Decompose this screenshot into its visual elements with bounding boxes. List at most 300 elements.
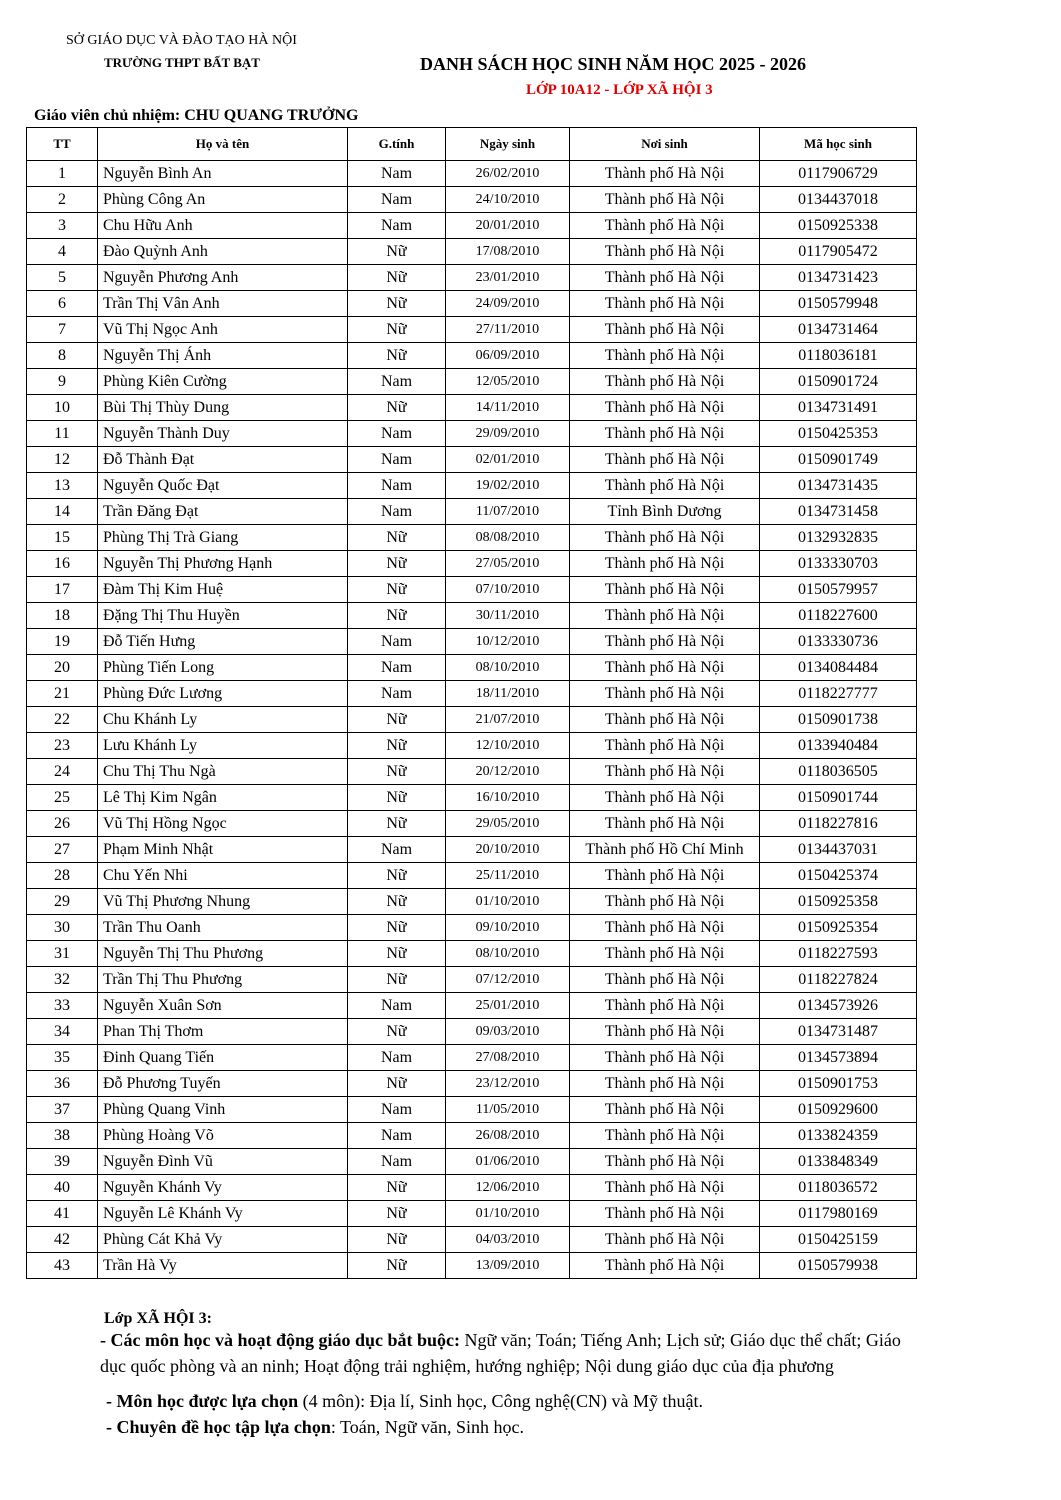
- column-header-gender: G.tính: [348, 128, 446, 161]
- student-id: 0117905472: [760, 239, 917, 265]
- student-id: 0150425353: [760, 421, 917, 447]
- birth-place: Thành phố Hà Nội: [570, 525, 760, 551]
- gender: Nữ: [348, 395, 446, 421]
- row-number: 15: [27, 525, 98, 551]
- table-row: [27, 343, 917, 369]
- row-number: 4: [27, 239, 98, 265]
- birth-place: Thành phố Hà Nội: [570, 1071, 760, 1097]
- row-number: 12: [27, 447, 98, 473]
- table-row: [27, 1045, 917, 1071]
- gender: Nữ: [348, 265, 446, 291]
- birth-date: 06/09/2010: [446, 343, 570, 369]
- student-name: Trần Thị Thu Phương: [98, 967, 348, 993]
- gender: Nữ: [348, 577, 446, 603]
- birth-place: Tỉnh Bình Dương: [570, 499, 760, 525]
- student-name: Vũ Thị Ngọc Anh: [98, 317, 348, 343]
- column-header-student-id: Mã học sinh: [760, 128, 917, 161]
- school-name: TRƯỜNG THPT BẤT BẠT: [104, 55, 260, 70]
- student-name: Nguyễn Đình Vũ: [98, 1149, 348, 1175]
- birth-date: 02/01/2010: [446, 447, 570, 473]
- birth-place: Thành phố Hà Nội: [570, 915, 760, 941]
- birth-place: Thành phố Hà Nội: [570, 265, 760, 291]
- birth-place: Thành phố Hà Nội: [570, 395, 760, 421]
- birth-date: 26/02/2010: [446, 161, 570, 187]
- student-name: Phùng Đức Lương: [98, 681, 348, 707]
- row-number: 37: [27, 1097, 98, 1123]
- birth-date: 27/05/2010: [446, 551, 570, 577]
- row-number: 23: [27, 733, 98, 759]
- birth-place: Thành phố Hà Nội: [570, 1201, 760, 1227]
- table-row: [27, 1123, 917, 1149]
- gender: Nữ: [348, 291, 446, 317]
- student-id: 0150901749: [760, 447, 917, 473]
- student-name: Lê Thị Kim Ngân: [98, 785, 348, 811]
- mandatory-text: Ngữ văn; Toán; Tiếng Anh; Lịch sử; Giáo dục thể chất; Giáo dục quốc phòng và an ninh; Hoạt động trải nghiệm, hướng nghiệp; Nội dung giáo dục của địa phương: [100, 1330, 901, 1376]
- row-number: 31: [27, 941, 98, 967]
- gender: Nữ: [348, 1175, 446, 1201]
- gender: Nam: [348, 1097, 446, 1123]
- student-id: 0134437031: [760, 837, 917, 863]
- student-id: 0118036572: [760, 1175, 917, 1201]
- gender: Nữ: [348, 707, 446, 733]
- table-row: [27, 369, 917, 395]
- student-id: 0150425159: [760, 1227, 917, 1253]
- birth-date: 23/01/2010: [446, 265, 570, 291]
- student-name: Phùng Quang Vinh: [98, 1097, 348, 1123]
- gender: Nữ: [348, 785, 446, 811]
- birth-date: 25/01/2010: [446, 993, 570, 1019]
- table-row: [27, 213, 917, 239]
- row-number: 2: [27, 187, 98, 213]
- student-name: Phạm Minh Nhật: [98, 837, 348, 863]
- student-id: 0150901744: [760, 785, 917, 811]
- gender: Nữ: [348, 941, 446, 967]
- column-header-birthplace: Nơi sinh: [570, 128, 760, 161]
- row-number: 40: [27, 1175, 98, 1201]
- birth-place: Thành phố Hà Nội: [570, 811, 760, 837]
- gender: Nam: [348, 187, 446, 213]
- table-row: [27, 551, 917, 577]
- student-id: 0134731458: [760, 499, 917, 525]
- row-number: 34: [27, 1019, 98, 1045]
- student-id: 0118227600: [760, 603, 917, 629]
- gender: Nữ: [348, 343, 446, 369]
- student-id: 0134573926: [760, 993, 917, 1019]
- birth-date: 20/01/2010: [446, 213, 570, 239]
- student-id: 0134731487: [760, 1019, 917, 1045]
- student-name: Đỗ Phương Tuyến: [98, 1071, 348, 1097]
- student-name: Đỗ Thành Đạt: [98, 447, 348, 473]
- student-name: Đỗ Tiến Hưng: [98, 629, 348, 655]
- birth-date: 07/12/2010: [446, 967, 570, 993]
- birth-date: 12/05/2010: [446, 369, 570, 395]
- birth-place: Thành phố Hà Nội: [570, 603, 760, 629]
- table-row: [27, 395, 917, 421]
- student-id: 0150925354: [760, 915, 917, 941]
- birth-date: 11/05/2010: [446, 1097, 570, 1123]
- student-id: 0150579948: [760, 291, 917, 317]
- row-number: 32: [27, 967, 98, 993]
- student-name: Đinh Quang Tiến: [98, 1045, 348, 1071]
- student-id: 0118227777: [760, 681, 917, 707]
- row-number: 24: [27, 759, 98, 785]
- birth-place: Thành phố Hà Nội: [570, 863, 760, 889]
- row-number: 9: [27, 369, 98, 395]
- birth-date: 24/10/2010: [446, 187, 570, 213]
- birth-date: 01/10/2010: [446, 889, 570, 915]
- notes-mandatory-subjects: [100, 1327, 920, 1389]
- birth-place: Thành phố Hà Nội: [570, 629, 760, 655]
- table-row: [27, 1227, 917, 1253]
- gender: Nam: [348, 1045, 446, 1071]
- table-row: [27, 1175, 917, 1201]
- student-name: Chu Thị Thu Ngà: [98, 759, 348, 785]
- student-id: 0134437018: [760, 187, 917, 213]
- student-name: Phùng Tiến Long: [98, 655, 348, 681]
- row-number: 27: [27, 837, 98, 863]
- birth-date: 30/11/2010: [446, 603, 570, 629]
- birth-place: Thành phố Hà Nội: [570, 655, 760, 681]
- table-row: [27, 577, 917, 603]
- table-row: [27, 473, 917, 499]
- student-name: Lưu Khánh Ly: [98, 733, 348, 759]
- birth-date: 01/06/2010: [446, 1149, 570, 1175]
- gender: Nam: [348, 629, 446, 655]
- gender: Nữ: [348, 863, 446, 889]
- department-name: SỞ GIÁO DỤC VÀ ĐÀO TẠO HÀ NỘI: [66, 33, 297, 48]
- row-number: 5: [27, 265, 98, 291]
- student-name: Nguyễn Thành Duy: [98, 421, 348, 447]
- row-number: 43: [27, 1253, 98, 1279]
- birth-place: Thành phố Hà Nội: [570, 421, 760, 447]
- table-row: [27, 707, 917, 733]
- class-subtitle: LỚP 10A12 - LỚP XÃ HỘI 3: [526, 82, 713, 98]
- elective-text: (4 môn): Địa lí, Sinh học, Công nghệ(CN) và Mỹ thuật.: [298, 1391, 704, 1411]
- table-row: [27, 161, 917, 187]
- birth-place: Thành phố Hà Nội: [570, 213, 760, 239]
- table-row: [27, 317, 917, 343]
- student-id: 0133848349: [760, 1149, 917, 1175]
- table-row: [27, 1097, 917, 1123]
- student-name: Đàm Thị Kim Huệ: [98, 577, 348, 603]
- birth-date: 12/10/2010: [446, 733, 570, 759]
- student-id: 0134573894: [760, 1045, 917, 1071]
- birth-place: Thành phố Hà Nội: [570, 1019, 760, 1045]
- student-id: 0134731491: [760, 395, 917, 421]
- student-name: Trần Thu Oanh: [98, 915, 348, 941]
- gender: Nam: [348, 993, 446, 1019]
- birth-date: 11/07/2010: [446, 499, 570, 525]
- birth-place: Thành phố Hà Nội: [570, 1149, 760, 1175]
- student-id: 0150425374: [760, 863, 917, 889]
- table-row: [27, 811, 917, 837]
- gender: Nữ: [348, 759, 446, 785]
- column-header-name: Họ và tên: [98, 128, 348, 161]
- student-id: 0118227824: [760, 967, 917, 993]
- topics-text: : Toán, Ngữ văn, Sinh học.: [330, 1417, 524, 1437]
- birth-date: 27/08/2010: [446, 1045, 570, 1071]
- table-row: [27, 239, 917, 265]
- student-name: Đặng Thị Thu Huyền: [98, 603, 348, 629]
- column-header-tt: TT: [27, 128, 98, 161]
- row-number: 26: [27, 811, 98, 837]
- birth-date: 16/10/2010: [446, 785, 570, 811]
- birth-place: Thành phố Hà Nội: [570, 369, 760, 395]
- table-row: [27, 863, 917, 889]
- page-title: DANH SÁCH HỌC SINH NĂM HỌC 2025 - 2026: [420, 54, 807, 74]
- gender: Nam: [348, 369, 446, 395]
- student-name: Phùng Cát Khả Vy: [98, 1227, 348, 1253]
- row-number: 3: [27, 213, 98, 239]
- birth-place: Thành phố Hà Nội: [570, 1175, 760, 1201]
- student-id: 0150929600: [760, 1097, 917, 1123]
- birth-date: 17/08/2010: [446, 239, 570, 265]
- birth-place: Thành phố Hồ Chí Minh: [570, 837, 760, 863]
- birth-place: Thành phố Hà Nội: [570, 447, 760, 473]
- student-name: Nguyễn Thị Phương Hạnh: [98, 551, 348, 577]
- gender: Nữ: [348, 551, 446, 577]
- student-name: Trần Đăng Đạt: [98, 499, 348, 525]
- student-name: Trần Thị Vân Anh: [98, 291, 348, 317]
- notes-study-topics: [106, 1417, 524, 1438]
- student-id: 0117980169: [760, 1201, 917, 1227]
- birth-date: 09/10/2010: [446, 915, 570, 941]
- student-id: 0150901738: [760, 707, 917, 733]
- birth-date: 20/10/2010: [446, 837, 570, 863]
- row-number: 42: [27, 1227, 98, 1253]
- student-name: Nguyễn Xuân Sơn: [98, 993, 348, 1019]
- row-number: 17: [27, 577, 98, 603]
- student-table: [26, 127, 917, 1279]
- birth-date: 10/12/2010: [446, 629, 570, 655]
- table-row: [27, 837, 917, 863]
- gender: Nữ: [348, 733, 446, 759]
- birth-date: 08/08/2010: [446, 525, 570, 551]
- row-number: 11: [27, 421, 98, 447]
- birth-place: Thành phố Hà Nội: [570, 707, 760, 733]
- student-name: Nguyễn Phương Anh: [98, 265, 348, 291]
- table-row: [27, 499, 917, 525]
- row-number: 38: [27, 1123, 98, 1149]
- birth-place: Thành phố Hà Nội: [570, 161, 760, 187]
- birth-place: Thành phố Hà Nội: [570, 291, 760, 317]
- table-row: [27, 1149, 917, 1175]
- birth-date: 19/02/2010: [446, 473, 570, 499]
- table-row: [27, 1071, 917, 1097]
- table-row: [27, 889, 917, 915]
- student-id: 0134731423: [760, 265, 917, 291]
- table-row: [27, 1201, 917, 1227]
- gender: Nữ: [348, 1019, 446, 1045]
- table-row: [27, 941, 917, 967]
- row-number: 25: [27, 785, 98, 811]
- birth-date: 21/07/2010: [446, 707, 570, 733]
- birth-date: 09/03/2010: [446, 1019, 570, 1045]
- row-number: 28: [27, 863, 98, 889]
- birth-date: 08/10/2010: [446, 941, 570, 967]
- notes-elective-subjects: [106, 1391, 703, 1412]
- gender: Nữ: [348, 317, 446, 343]
- birth-date: 20/12/2010: [446, 759, 570, 785]
- gender: Nữ: [348, 811, 446, 837]
- gender: Nam: [348, 161, 446, 187]
- gender: Nữ: [348, 967, 446, 993]
- gender: Nữ: [348, 889, 446, 915]
- row-number: 16: [27, 551, 98, 577]
- gender: Nữ: [348, 1227, 446, 1253]
- student-id: 0132932835: [760, 525, 917, 551]
- student-id: 0150925358: [760, 889, 917, 915]
- gender: Nữ: [348, 915, 446, 941]
- birth-place: Thành phố Hà Nội: [570, 551, 760, 577]
- table-row: [27, 1019, 917, 1045]
- student-name: Phùng Thị Trà Giang: [98, 525, 348, 551]
- student-name: Phùng Hoàng Võ: [98, 1123, 348, 1149]
- table-row: [27, 733, 917, 759]
- gender: Nam: [348, 1123, 446, 1149]
- gender: Nam: [348, 213, 446, 239]
- row-number: 10: [27, 395, 98, 421]
- student-id: 0150925338: [760, 213, 917, 239]
- topics-label: - Chuyên đề học tập lựa chọn: [106, 1417, 331, 1437]
- birth-place: Thành phố Hà Nội: [570, 733, 760, 759]
- student-id: 0134731464: [760, 317, 917, 343]
- birth-place: Thành phố Hà Nội: [570, 993, 760, 1019]
- table-row: [27, 629, 917, 655]
- gender: Nam: [348, 1149, 446, 1175]
- student-name: Bùi Thị Thùy Dung: [98, 395, 348, 421]
- student-id: 0133824359: [760, 1123, 917, 1149]
- birth-place: Thành phố Hà Nội: [570, 1227, 760, 1253]
- birth-date: 26/08/2010: [446, 1123, 570, 1149]
- gender: Nam: [348, 499, 446, 525]
- row-number: 13: [27, 473, 98, 499]
- birth-date: 14/11/2010: [446, 395, 570, 421]
- homeroom-teacher: Giáo viên chủ nhiệm: CHU QUANG TRƯỞNG: [34, 107, 359, 124]
- table-row: [27, 265, 917, 291]
- table-row: [27, 525, 917, 551]
- birth-place: Thành phố Hà Nội: [570, 889, 760, 915]
- gender: Nam: [348, 655, 446, 681]
- row-number: 19: [27, 629, 98, 655]
- gender: Nam: [348, 473, 446, 499]
- table-row: [27, 187, 917, 213]
- birth-place: Thành phố Hà Nội: [570, 1123, 760, 1149]
- row-number: 33: [27, 993, 98, 1019]
- student-id: 0134084484: [760, 655, 917, 681]
- birth-date: 07/10/2010: [446, 577, 570, 603]
- student-name: Phan Thị Thơm: [98, 1019, 348, 1045]
- mandatory-label: - Các môn học và hoạt động giáo dục bắt buộc:: [100, 1330, 461, 1350]
- table-row: [27, 655, 917, 681]
- student-id: 0133330703: [760, 551, 917, 577]
- gender: Nữ: [348, 1071, 446, 1097]
- student-name: Chu Khánh Ly: [98, 707, 348, 733]
- notes-title: Lớp XÃ HỘI 3:: [104, 1310, 212, 1327]
- row-number: 35: [27, 1045, 98, 1071]
- table-row: [27, 681, 917, 707]
- birth-date: 18/11/2010: [446, 681, 570, 707]
- student-name: Đào Quỳnh Anh: [98, 239, 348, 265]
- student-name: Nguyễn Lê Khánh Vy: [98, 1201, 348, 1227]
- birth-date: 04/03/2010: [446, 1227, 570, 1253]
- elective-label: - Môn học được lựa chọn: [106, 1391, 299, 1411]
- student-name: Nguyễn Khánh Vy: [98, 1175, 348, 1201]
- birth-place: Thành phố Hà Nội: [570, 967, 760, 993]
- row-number: 29: [27, 889, 98, 915]
- row-number: 14: [27, 499, 98, 525]
- table-row: [27, 603, 917, 629]
- row-number: 21: [27, 681, 98, 707]
- student-id: 0150901724: [760, 369, 917, 395]
- table-row: [27, 785, 917, 811]
- birth-place: Thành phố Hà Nội: [570, 785, 760, 811]
- birth-date: 27/11/2010: [446, 317, 570, 343]
- row-number: 1: [27, 161, 98, 187]
- birth-place: Thành phố Hà Nội: [570, 187, 760, 213]
- birth-place: Thành phố Hà Nội: [570, 343, 760, 369]
- gender: Nữ: [348, 239, 446, 265]
- birth-date: 24/09/2010: [446, 291, 570, 317]
- student-name: Vũ Thị Phương Nhung: [98, 889, 348, 915]
- birth-date: 01/10/2010: [446, 1201, 570, 1227]
- row-number: 7: [27, 317, 98, 343]
- row-number: 39: [27, 1149, 98, 1175]
- table-row: [27, 967, 917, 993]
- row-number: 18: [27, 603, 98, 629]
- table-row: [27, 1253, 917, 1279]
- birth-date: 12/06/2010: [446, 1175, 570, 1201]
- student-id: 0134731435: [760, 473, 917, 499]
- birth-date: 29/09/2010: [446, 421, 570, 447]
- row-number: 20: [27, 655, 98, 681]
- birth-place: Thành phố Hà Nội: [570, 317, 760, 343]
- row-number: 36: [27, 1071, 98, 1097]
- student-id: 0118227816: [760, 811, 917, 837]
- row-number: 8: [27, 343, 98, 369]
- birth-place: Thành phố Hà Nội: [570, 473, 760, 499]
- row-number: 30: [27, 915, 98, 941]
- table-row: [27, 421, 917, 447]
- table-row: [27, 993, 917, 1019]
- birth-place: Thành phố Hà Nội: [570, 239, 760, 265]
- student-id: 0118036181: [760, 343, 917, 369]
- row-number: 22: [27, 707, 98, 733]
- student-name: Nguyễn Quốc Đạt: [98, 473, 348, 499]
- birth-date: 23/12/2010: [446, 1071, 570, 1097]
- student-name: Trần Hà Vy: [98, 1253, 348, 1279]
- student-id: 0150579957: [760, 577, 917, 603]
- student-id: 0117906729: [760, 161, 917, 187]
- birth-date: 13/09/2010: [446, 1253, 570, 1279]
- table-row: [27, 291, 917, 317]
- gender: Nữ: [348, 603, 446, 629]
- gender: Nam: [348, 447, 446, 473]
- birth-date: 08/10/2010: [446, 655, 570, 681]
- student-id: 0118036505: [760, 759, 917, 785]
- column-header-birthdate: Ngày sinh: [446, 128, 570, 161]
- table-row: [27, 759, 917, 785]
- gender: Nam: [348, 421, 446, 447]
- row-number: 41: [27, 1201, 98, 1227]
- gender: Nam: [348, 837, 446, 863]
- birth-place: Thành phố Hà Nội: [570, 1045, 760, 1071]
- student-id: 0133330736: [760, 629, 917, 655]
- student-name: Phùng Công An: [98, 187, 348, 213]
- birth-place: Thành phố Hà Nội: [570, 1253, 760, 1279]
- student-name: Nguyễn Bình An: [98, 161, 348, 187]
- gender: Nữ: [348, 525, 446, 551]
